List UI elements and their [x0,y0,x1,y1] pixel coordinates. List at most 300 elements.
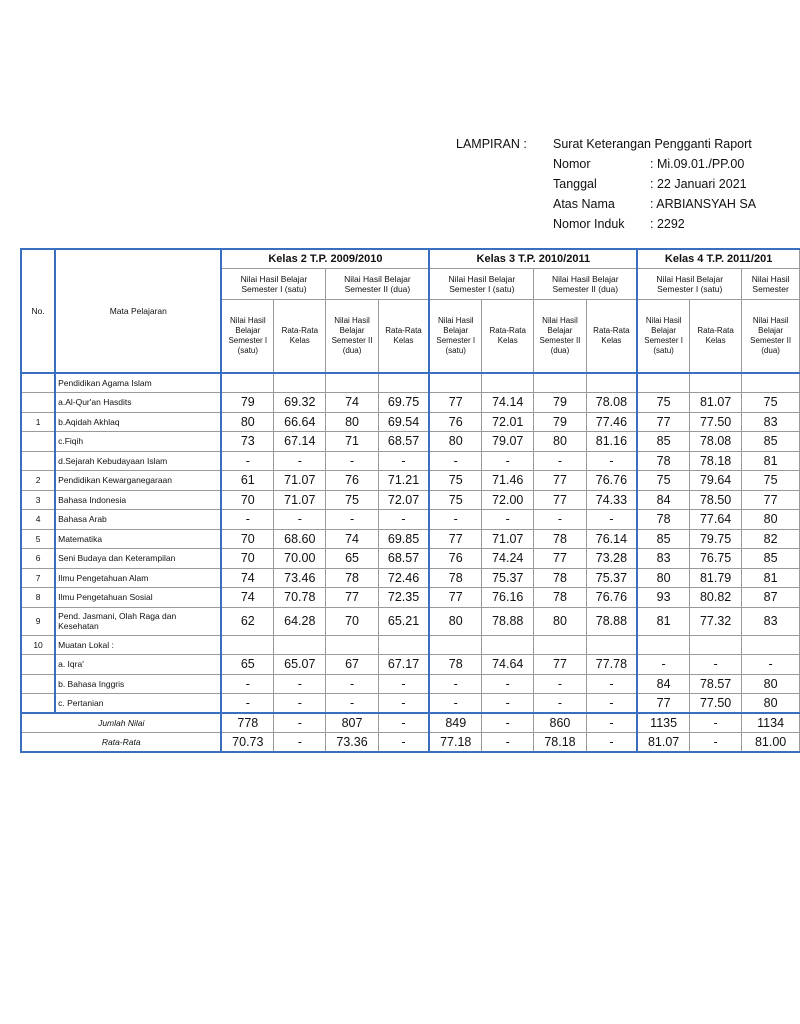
subject-name: Pend. Jasmani, Olah Raga dan Kesehatan [55,607,221,635]
grade-cell: - [221,694,273,714]
grade-cell: 80 [429,432,481,452]
footer-value: 1134 [742,713,800,733]
header-field [456,154,756,174]
semester-header: Nilai Hasil Semester [742,269,800,300]
row-number: 8 [21,588,55,608]
footer-value: 70.73 [221,733,273,753]
field-label: Nomor [553,157,591,171]
grade-cell: 81 [637,607,689,635]
grade-cell: 83 [637,549,689,569]
grade-cell: 75 [742,393,800,413]
grade-cell: 78.57 [689,674,741,694]
grade-cell: 75.37 [586,568,637,588]
table-row [21,412,800,432]
column-subheader: Rata-Rata Kelas [586,300,637,374]
grade-cell: - [378,451,429,471]
grade-cell: 83 [742,607,800,635]
footer-value: 849 [429,713,481,733]
grade-cell: 78.88 [586,607,637,635]
column-subheader: Rata-Rata Kelas [482,300,534,374]
grade-cell [637,635,689,655]
grade-cell: 70 [221,549,273,569]
grade-cell: - [429,510,481,530]
grade-cell: 71 [326,432,378,452]
subject-name: Muatan Lokal : [55,635,221,655]
grade-cell: 79.07 [482,432,534,452]
footer-value: 1135 [637,713,689,733]
grade-cell: 72.00 [482,490,534,510]
grade-cell: 71.07 [274,471,326,491]
grade-cell [689,635,741,655]
grade-cell: - [637,655,689,675]
table-row [21,373,800,393]
grade-cell: 67.17 [378,655,429,675]
grade-cell: 82 [742,529,800,549]
field-label: Nomor Induk [553,217,625,231]
subject-name: Seni Budaya dan Keterampilan [55,549,221,569]
semester-header: Nilai Hasil Belajar Semester I (satu) [637,269,741,300]
grade-cell: 73.28 [586,549,637,569]
grade-cell: - [378,694,429,714]
kelas-header: Kelas 3 T.P. 2010/2011 [429,249,637,269]
grade-cell: 83 [742,412,800,432]
subject-name: Pendidikan Kewarganegaraan [55,471,221,491]
grade-cell: 87 [742,588,800,608]
grade-cell: 79 [534,412,586,432]
footer-row [21,733,800,753]
grade-cell: - [378,510,429,530]
row-number: 10 [21,635,55,655]
grade-cell: 80 [429,607,481,635]
subject-name: Matematika [55,529,221,549]
row-number: 9 [21,607,55,635]
table-row [21,471,800,491]
column-subheader: Nilai Hasil Belajar Semester II (dua) [326,300,378,374]
grade-cell: 80 [221,412,273,432]
table-row [21,607,800,635]
footer-value: - [482,733,534,753]
grade-cell: 78.08 [586,393,637,413]
grade-cell: 69.32 [274,393,326,413]
subject-name: c. Pertanian [55,694,221,714]
grade-cell: 80 [326,412,378,432]
grade-cell: 68.60 [274,529,326,549]
grade-cell: 77.50 [689,694,741,714]
document-header [456,134,756,234]
grade-cell: 74.33 [586,490,637,510]
grade-cell: 78 [429,568,481,588]
subject-name: a.Al-Qur'an Hasdits [55,393,221,413]
grade-cell: 70.00 [274,549,326,569]
footer-value: 81.00 [742,733,800,753]
grade-cell: 81.16 [586,432,637,452]
grade-cell: 77 [534,490,586,510]
column-subheader: Nilai Hasil Belajar Semester I (satu) [221,300,273,374]
footer-value: 778 [221,713,273,733]
grade-cell: 76.76 [586,588,637,608]
grade-cell: - [534,694,586,714]
header-field-spacer [456,154,553,174]
row-number [21,393,55,413]
grade-cell: 85 [637,529,689,549]
grade-cell: 77 [429,529,481,549]
footer-value: 77.18 [429,733,481,753]
table-row [21,510,800,530]
footer-value: 78.18 [534,733,586,753]
grade-cell: 81 [742,568,800,588]
semester-header: Nilai Hasil Belajar Semester II (dua) [534,269,637,300]
row-number [21,451,55,471]
grade-cell: - [221,510,273,530]
grade-cell: - [274,451,326,471]
subject-name: c.Fiqih [55,432,221,452]
subject-name: d.Sejarah Kebudayaan Islam [55,451,221,471]
grade-cell [274,373,326,393]
grade-cell: 76.16 [482,588,534,608]
kelas-header: Kelas 2 T.P. 2009/2010 [221,249,429,269]
subject-name: Pendidikan Agama Islam [55,373,221,393]
subject-name: b. Bahasa Inggris [55,674,221,694]
grade-cell [742,373,800,393]
grade-cell: - [429,451,481,471]
grade-cell: - [482,694,534,714]
kelas-header: Kelas 4 T.P. 2011/201 [637,249,799,269]
grade-cell: - [221,674,273,694]
grade-cell: 74 [221,588,273,608]
grade-cell: 77 [637,412,689,432]
grade-cell: 72.46 [378,568,429,588]
column-subheader: Nilai Hasil Belajar Semester II (dua) [534,300,586,374]
grade-cell: - [586,694,637,714]
grade-cell: 74 [326,529,378,549]
grade-cell: - [482,451,534,471]
footer-value: - [274,713,326,733]
table-row [21,674,800,694]
grade-cell [482,635,534,655]
field-value: : 2292 [650,217,685,231]
row-number [21,432,55,452]
grade-cell: 80 [534,432,586,452]
grade-cell: - [326,451,378,471]
grade-cell: 76 [429,549,481,569]
grade-cell: - [326,510,378,530]
grade-cell: - [586,451,637,471]
grade-cell: 75 [429,490,481,510]
grade-cell: 74 [326,393,378,413]
grade-cell: 77 [429,393,481,413]
grade-cell: 68.57 [378,549,429,569]
grade-cell: 73 [221,432,273,452]
grade-cell: 77.46 [586,412,637,432]
grade-cell: 67 [326,655,378,675]
subject-header: Mata Pelajaran [55,249,221,373]
grade-cell: 79.64 [689,471,741,491]
column-subheader: Nilai Hasil Belajar Semester II (dua) [742,300,800,374]
grade-cell: - [742,655,800,675]
grade-cell: 65 [221,655,273,675]
grade-cell: - [274,510,326,530]
row-number: 6 [21,549,55,569]
footer-value: - [689,713,741,733]
table-row [21,568,800,588]
grade-cell [429,373,481,393]
lampiran-line [456,134,756,154]
grade-cell: - [429,674,481,694]
grade-cell: 78.18 [689,451,741,471]
grade-cell: 80 [637,568,689,588]
grade-cell: 72.35 [378,588,429,608]
header-field-spacer [456,174,553,194]
grades-table [20,248,800,753]
footer-value: - [274,733,326,753]
footer-value: 73.36 [326,733,378,753]
grade-cell: 81 [742,451,800,471]
grade-cell: 81.07 [689,393,741,413]
grade-cell: 75 [326,490,378,510]
grade-cell: 77.50 [689,412,741,432]
grade-cell: 66.64 [274,412,326,432]
grade-cell: 79 [221,393,273,413]
grade-cell: 71.07 [274,490,326,510]
footer-value: 807 [326,713,378,733]
grade-cell: - [534,451,586,471]
grade-cell: 77 [429,588,481,608]
footer-row [21,713,800,733]
grade-cell: - [378,674,429,694]
grade-cell: 80 [742,674,800,694]
grade-cell: 75.37 [482,568,534,588]
lampiran-label: LAMPIRAN : [456,137,527,151]
grade-cell: 74.24 [482,549,534,569]
grade-cell: - [274,694,326,714]
footer-value: - [378,733,429,753]
grade-cell: 70.78 [274,588,326,608]
grade-cell: 76.75 [689,549,741,569]
table-row [21,694,800,714]
header-field [456,214,756,234]
grade-cell: 81.79 [689,568,741,588]
grade-cell: 85 [742,549,800,569]
grade-cell: 78.08 [689,432,741,452]
footer-value: - [586,733,637,753]
grade-cell: 74.14 [482,393,534,413]
grade-cell: - [689,655,741,675]
grade-cell: 80 [742,694,800,714]
grade-cell: 85 [742,432,800,452]
grade-cell: 79.75 [689,529,741,549]
grade-cell [534,373,586,393]
subject-name: Ilmu Pengetahuan Sosial [55,588,221,608]
grade-cell: 77 [534,549,586,569]
grade-cell: - [326,694,378,714]
grade-cell: 75 [429,471,481,491]
table-row [21,549,800,569]
grade-cell: 77.64 [689,510,741,530]
grade-cell: 76.76 [586,471,637,491]
semester-header: Nilai Hasil Belajar Semester I (satu) [429,269,533,300]
no-header: No. [21,249,55,373]
grade-cell: 77 [742,490,800,510]
row-number [21,694,55,714]
table-row [21,432,800,452]
semester-header: Nilai Hasil Belajar Semester II (dua) [326,269,429,300]
grade-cell: 77 [534,655,586,675]
grade-cell: - [482,510,534,530]
grade-cell: 75 [742,471,800,491]
grade-cell: 68.57 [378,432,429,452]
subject-name: Ilmu Pengetahuan Alam [55,568,221,588]
grade-cell: - [221,451,273,471]
footer-value: 81.07 [637,733,689,753]
row-number [21,373,55,393]
grade-cell: 78 [534,568,586,588]
footer-value: - [586,713,637,733]
footer-label: Jumlah Nilai [21,713,221,733]
grade-cell: 78 [326,568,378,588]
grade-cell: 69.75 [378,393,429,413]
grade-cell: 80 [534,607,586,635]
grade-cell: 76 [326,471,378,491]
row-number: 1 [21,412,55,432]
grade-cell [689,373,741,393]
grade-cell: 71.21 [378,471,429,491]
grade-cell: 78 [534,529,586,549]
grade-cell: 77.78 [586,655,637,675]
column-subheader: Nilai Hasil Belajar Semester I (satu) [429,300,481,374]
grade-cell [221,373,273,393]
row-number: 7 [21,568,55,588]
grade-cell: 80 [742,510,800,530]
table-row [21,635,800,655]
field-value: : Mi.09.01./PP.00 [650,157,745,171]
grade-cell [429,635,481,655]
grade-cell: 77 [637,694,689,714]
grade-cell: - [482,674,534,694]
grade-cell: 78 [534,588,586,608]
header-field [456,194,756,214]
footer-value: - [482,713,534,733]
grade-cell [378,635,429,655]
row-number: 3 [21,490,55,510]
grade-cell: 77.32 [689,607,741,635]
field-label: Tanggal [553,177,597,191]
subject-name: a. Iqra' [55,655,221,675]
grade-cell: 78.50 [689,490,741,510]
grade-cell: 76 [429,412,481,432]
grade-cell: 74.64 [482,655,534,675]
grade-cell [586,373,637,393]
lampiran-value: Surat Keterangan Pengganti Raport [553,137,752,151]
grade-cell: 70 [221,529,273,549]
grade-cell: 69.54 [378,412,429,432]
grade-cell [326,635,378,655]
grade-cell [274,635,326,655]
table-row [21,490,800,510]
grade-cell [326,373,378,393]
grade-cell: - [534,510,586,530]
grade-cell: 62 [221,607,273,635]
grade-cell: 79 [534,393,586,413]
grade-cell: 84 [637,674,689,694]
grade-cell: 72.01 [482,412,534,432]
row-number [21,655,55,675]
grade-cell: 93 [637,588,689,608]
grade-cell: 72.07 [378,490,429,510]
grade-cell: 80.82 [689,588,741,608]
grade-cell [378,373,429,393]
grade-cell: 76.14 [586,529,637,549]
grade-cell [742,635,800,655]
grade-cell: 67.14 [274,432,326,452]
table-row [21,529,800,549]
grade-cell: 78 [637,510,689,530]
grade-cell: - [534,674,586,694]
table-row [21,588,800,608]
grade-cell: 77 [326,588,378,608]
grade-cell: 74 [221,568,273,588]
header-field-spacer [456,214,553,234]
grade-cell: 75 [637,471,689,491]
grade-cell: 70 [221,490,273,510]
header-field-spacer [456,194,553,214]
grade-cell [637,373,689,393]
grade-cell: 78 [429,655,481,675]
table-row [21,655,800,675]
grade-cell: 71.46 [482,471,534,491]
subject-name: Bahasa Arab [55,510,221,530]
grade-cell: 84 [637,490,689,510]
footer-label: Rata-Rata [21,733,221,753]
column-subheader: Nilai Hasil Belajar Semester I (satu) [637,300,689,374]
table-row [21,393,800,413]
footer-value: 860 [534,713,586,733]
grade-cell: 78 [637,451,689,471]
semester-header: Nilai Hasil Belajar Semester I (satu) [221,269,325,300]
field-value: : ARBIANSYAH SA [650,197,757,211]
grade-cell: 73.46 [274,568,326,588]
grade-cell: 69.85 [378,529,429,549]
row-number [21,674,55,694]
grade-cell: 78.88 [482,607,534,635]
field-label: Atas Nama [553,197,615,211]
grade-cell: - [586,674,637,694]
grade-cell: 77 [534,471,586,491]
grade-cell: - [586,510,637,530]
column-subheader: Rata-Rata Kelas [689,300,741,374]
column-subheader: Rata-Rata Kelas [378,300,429,374]
table-row [21,451,800,471]
grade-cell: - [326,674,378,694]
grade-cell: 70 [326,607,378,635]
footer-value: - [378,713,429,733]
grade-cell: 65 [326,549,378,569]
grade-cell [586,635,637,655]
grade-cell: - [429,694,481,714]
row-number: 4 [21,510,55,530]
row-number: 5 [21,529,55,549]
grade-cell [534,635,586,655]
subject-name: Bahasa Indonesia [55,490,221,510]
grade-cell: 64.28 [274,607,326,635]
grade-cell [221,635,273,655]
grade-cell: 65.21 [378,607,429,635]
grade-cell [482,373,534,393]
row-number: 2 [21,471,55,491]
column-subheader: Rata-Rata Kelas [274,300,326,374]
grade-cell: 85 [637,432,689,452]
grade-cell: 61 [221,471,273,491]
grade-cell: 65.07 [274,655,326,675]
